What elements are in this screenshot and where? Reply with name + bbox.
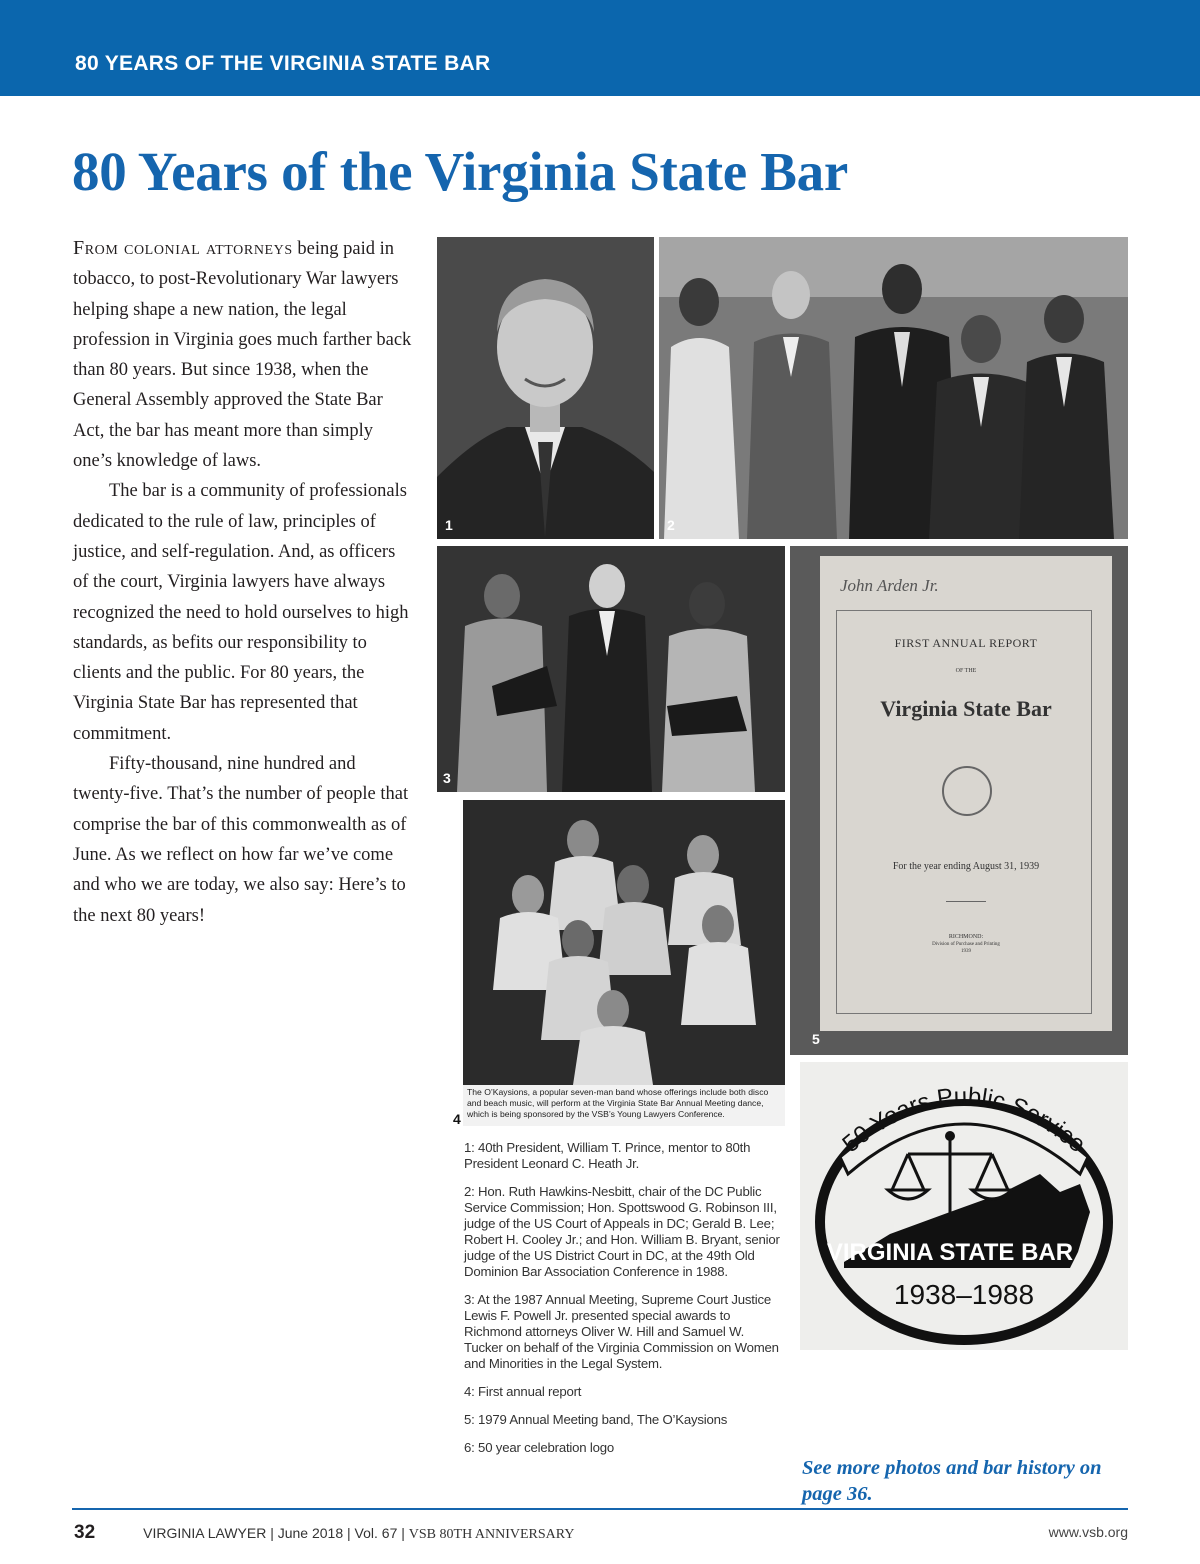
paragraph-3: Fifty-thousand, nine hundred and twenty-five. That’s the number of people that comprise the bar of this commonwealth as of June. As we reflect on how far we’ve come and who we are today, we also say: Here’s to the next 80 years! xyxy=(73,754,409,926)
caption-2: 2: Hon. Ruth Hawkins-Nesbitt, chair of the DC Public Service Commission; Hon. Spottswood G. Robinson III, judge of the US Court of Appeals in DC; Gerald B. Lee; Robert H. Cooley Jr.; and Hon. William B. Bryant, senior judge of the US District Court in DC, at the 49th Old Dominion Bar Association Conference in 1988. xyxy=(464,1184,780,1279)
report-signature: John Arden Jr. xyxy=(840,576,939,595)
paragraph-2: The bar is a community of professionals dedicated to the rule of law, principles of justice, and self-regulation. And, as officers of the court, Virginia lawyers have always recognized the need to hold ourselves to high standards, as befits our responsibility to clients and the public. For 80 years, the Virginia State Bar has represented that commitment. xyxy=(73,481,409,744)
anniversary-logo xyxy=(800,1062,1128,1350)
photo-2-group xyxy=(659,237,1128,539)
report-printer: Division of Purchase and Printing xyxy=(932,942,1000,947)
caption-4: 4: First annual report xyxy=(464,1384,582,1399)
report-seal xyxy=(942,766,992,816)
report-cover xyxy=(820,556,1112,1031)
footer-left xyxy=(74,1522,574,1544)
caption-1: 1: 40th President, William T. Prince, mentor to 80th President Leonard C. Heath Jr. xyxy=(464,1140,751,1171)
photo-5-annual-report xyxy=(790,546,1128,1055)
footer-url: www.vsb.org xyxy=(1048,1524,1128,1540)
report-divider xyxy=(946,901,986,902)
caption-3: 3: At the 1987 Annual Meeting, Supreme Court Justice Lewis F. Powell Jr. presented special awards to Richmond attorneys Oliver W. Hill and Samuel W. Tucker on behalf of the Virginia Commission on Women and Minorities in the Legal System. xyxy=(464,1292,779,1371)
report-title-line-2: OF THE xyxy=(955,668,977,674)
photo-3-number: 3 xyxy=(443,770,451,786)
footer-rule xyxy=(72,1508,1128,1510)
caption-5: 5: 1979 Annual Meeting band, The O’Kaysions xyxy=(464,1412,728,1427)
caption-6: 6: 50 year celebration logo xyxy=(464,1440,615,1455)
footer-section: VSB 80TH ANNIVERSARY xyxy=(408,1527,575,1542)
page-title: 80 Years of the Virginia State Bar xyxy=(72,141,848,202)
photo-captions xyxy=(464,1140,784,1468)
photo-6-logo xyxy=(800,1062,1128,1350)
logo-name-text: VIRGINIA STATE BAR xyxy=(826,1239,1074,1266)
banner-title: 80 YEARS OF THE VIRGINIA STATE BAR xyxy=(75,52,491,75)
page-number: 32 xyxy=(74,1522,96,1543)
footer-publication: VIRGINIA LAWYER | June 2018 | Vol. 67 | xyxy=(143,1525,409,1541)
report-city: RICHMOND: xyxy=(948,934,984,940)
report-title-line-1: FIRST ANNUAL REPORT xyxy=(894,636,1038,650)
logo-banner-text: 50 Years Public Service xyxy=(837,1082,1091,1159)
see-more-link-text: See more photos and bar history on page 36. xyxy=(802,1457,1102,1505)
photo-5-number: 5 xyxy=(812,1031,820,1047)
photo-4-band-clipping xyxy=(463,800,785,1126)
photo-1-number: 1 xyxy=(445,517,453,533)
paragraph-1-text: being paid in tobacco, to post-Revolutionary War lawyers helping shape a new nation, the legal profession in Virginia goes much farther back than 80 years. But since 1938, when the General Assembly approved the State Bar Act, the bar has meant more than simply one’s knowledge of laws. xyxy=(73,239,412,472)
paragraph-1 xyxy=(73,233,413,476)
report-printer-year: 1939 xyxy=(961,949,971,954)
article-body xyxy=(73,233,413,931)
photo-3-awards xyxy=(437,546,785,792)
photo-4-clipping-caption: The O’Kaysions, a popular seven-man band whose offerings include both disco and beach music, will perform at the Virginia State Bar Annual Meeting dance, which is being sponsored by the VSB’s Young Lawyers Conference. xyxy=(467,1087,769,1119)
report-year-line: For the year ending August 31, 1939 xyxy=(892,861,1040,872)
photo-2-number: 2 xyxy=(667,517,675,533)
logo-years-text: 1938–1988 xyxy=(893,1279,1035,1310)
header-banner xyxy=(0,0,1200,96)
lead-in: From colonial attorneys xyxy=(73,237,293,259)
report-title-line-3: Virginia State Bar xyxy=(880,696,1052,721)
photo-4-number: 4 xyxy=(453,1111,461,1127)
photo-1-portrait xyxy=(437,237,654,539)
